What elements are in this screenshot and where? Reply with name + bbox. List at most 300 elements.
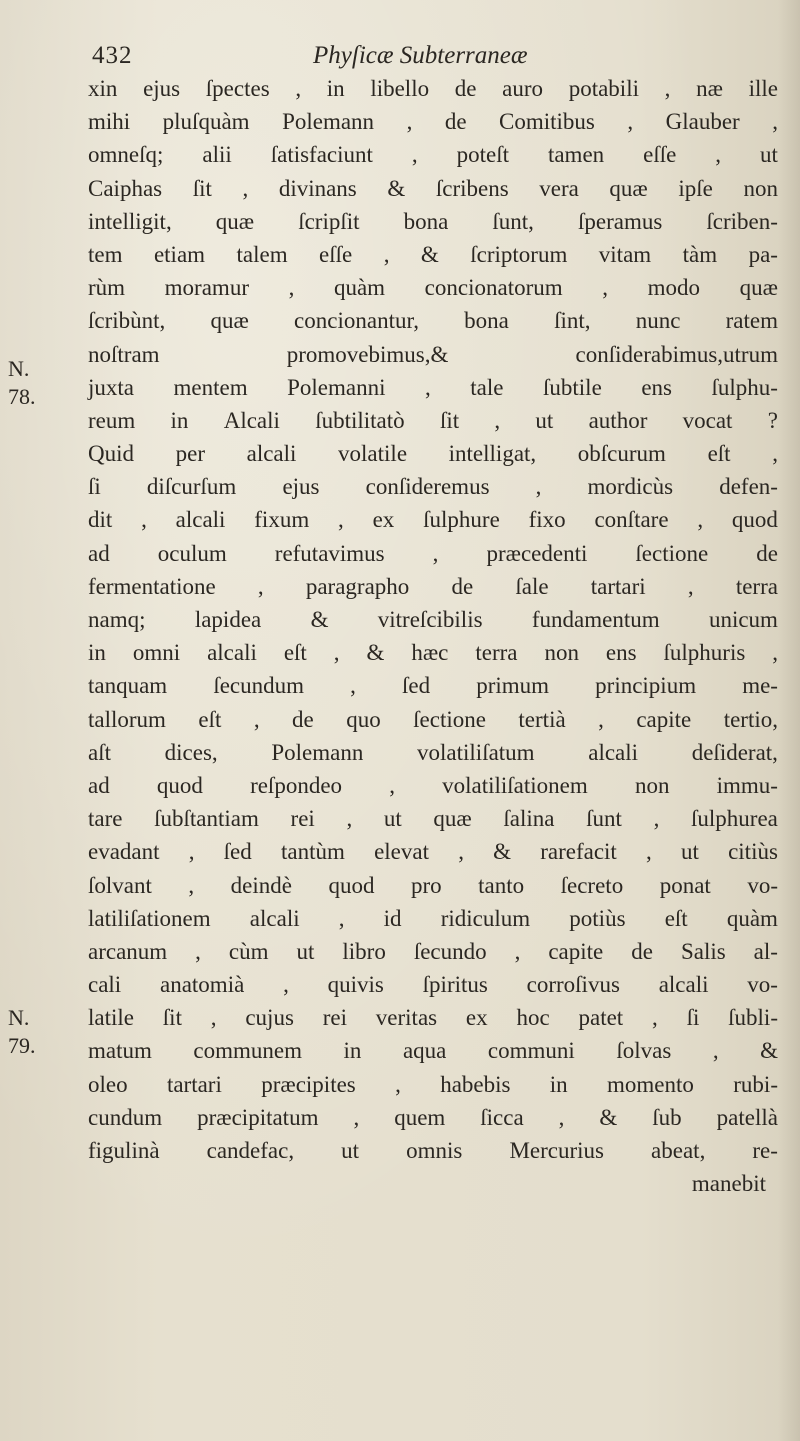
word: oleo	[88, 1071, 128, 1097]
word: quod	[156, 772, 203, 798]
page-header	[88, 30, 768, 70]
word: unicum	[708, 607, 778, 632]
word: deindè	[230, 872, 292, 898]
word: de	[631, 938, 653, 964]
word: ,	[646, 839, 652, 865]
text-line	[88, 371, 778, 404]
word: ſcribùnt,	[88, 308, 166, 334]
word: ejus	[282, 474, 320, 500]
word: ?	[767, 407, 778, 433]
word: mihi	[88, 109, 131, 135]
text-line	[88, 271, 778, 304]
word: in	[326, 76, 345, 101]
word: per	[175, 441, 205, 467]
word: re-	[752, 1138, 778, 1163]
word: quod	[328, 872, 375, 898]
word: non	[634, 772, 670, 798]
word: ,	[346, 806, 353, 832]
word: ſub	[652, 1104, 682, 1130]
word: &	[420, 241, 439, 267]
text-line	[88, 802, 778, 835]
word: id	[383, 905, 402, 931]
word: volatile	[338, 441, 408, 467]
word: non	[743, 175, 778, 201]
word: aſt	[88, 739, 111, 765]
word: de	[454, 76, 477, 101]
word: deſiderat,	[691, 739, 778, 765]
word: elevat	[374, 839, 429, 865]
text-line	[88, 105, 778, 138]
word: conſideremus	[365, 474, 490, 500]
word: ,	[283, 972, 289, 998]
text-line	[88, 1134, 778, 1167]
word: Comitibus	[499, 109, 595, 135]
word: ,	[338, 905, 345, 931]
word: vocat	[682, 407, 733, 433]
word: ſint,	[554, 308, 591, 334]
word: omneſq;	[88, 142, 164, 168]
word: de	[756, 540, 778, 566]
word: præcipitatum	[197, 1104, 319, 1130]
word: namq;	[88, 607, 146, 632]
word: ,	[697, 507, 704, 533]
word: vitam	[598, 241, 652, 267]
word: diſcurſum	[146, 474, 237, 500]
text-line	[88, 902, 778, 935]
word: pro	[410, 872, 442, 898]
word: ſectione	[413, 706, 486, 732]
word: &	[599, 1104, 618, 1130]
word: corroſivus	[526, 972, 620, 998]
word: concionatorum	[424, 275, 563, 301]
word: volatiliſationem	[442, 772, 588, 798]
word: hoc	[516, 1005, 550, 1031]
text-line	[88, 503, 778, 536]
word: ſunt,	[492, 208, 534, 234]
word: primum	[476, 673, 550, 699]
word: ens	[641, 374, 672, 400]
word: ex	[372, 507, 395, 533]
word: ridiculum	[440, 905, 531, 931]
word: in	[343, 1038, 362, 1064]
word: ,	[141, 507, 147, 533]
word: ſalina	[503, 806, 555, 832]
word: ex	[465, 1005, 488, 1031]
word: aqua	[402, 1038, 447, 1064]
word: fermentatione	[88, 573, 216, 599]
word: ,	[406, 109, 413, 135]
text-line	[88, 869, 778, 902]
word: ſolvant	[88, 872, 152, 898]
text-line	[88, 736, 778, 769]
word: ipſe	[678, 175, 713, 201]
word: ſubtilitatò	[315, 407, 405, 433]
word: ,	[514, 938, 521, 964]
margin-note-78	[8, 355, 36, 411]
word: ,	[333, 640, 340, 666]
word: veritas	[375, 1005, 438, 1031]
word: rei	[290, 806, 315, 832]
word: tartari	[166, 1071, 222, 1097]
word: ,	[195, 938, 201, 964]
word: ſulphu-	[711, 374, 778, 400]
text-line	[88, 935, 778, 968]
body-text	[88, 72, 778, 1200]
word: ſulphure	[423, 507, 500, 533]
text-line	[88, 437, 778, 470]
word: vitreſcibilis	[377, 607, 483, 632]
word: alcali	[588, 739, 639, 765]
word: momento	[607, 1071, 694, 1097]
word: ſunt	[586, 806, 622, 832]
word: rarefacit	[540, 839, 617, 865]
word: capite	[636, 706, 692, 732]
word: &	[310, 607, 329, 632]
text-line	[88, 669, 778, 702]
text-line	[88, 138, 778, 171]
word: immu-	[716, 772, 778, 798]
word: ſubſtantiam	[154, 806, 259, 832]
word: auro	[502, 76, 544, 101]
word: al-	[753, 938, 778, 964]
word: cujus	[245, 1005, 294, 1031]
word: ut	[341, 1138, 360, 1163]
word: figulinà	[88, 1138, 160, 1163]
text-line	[88, 603, 778, 636]
word: moramur	[164, 275, 249, 301]
word: patet	[578, 1005, 624, 1031]
text-line	[88, 205, 778, 238]
word: alcali	[246, 441, 297, 467]
word: defen-	[719, 474, 778, 500]
word: ſpectes	[205, 76, 270, 101]
word: ſit	[162, 1005, 182, 1031]
word: ,	[389, 772, 395, 798]
word: ſolvas	[616, 1038, 672, 1064]
word: capite	[548, 938, 604, 964]
word: ſperamus	[578, 208, 663, 234]
word: ſcripſit	[298, 208, 360, 234]
word: vera	[539, 175, 579, 201]
word: Polemann	[282, 109, 375, 135]
word: ,	[353, 1104, 360, 1130]
word: tantùm	[280, 839, 345, 865]
word: quàm	[333, 275, 386, 301]
text-line	[88, 1001, 778, 1034]
word: principium	[595, 673, 697, 699]
word: arcanum	[88, 938, 168, 964]
word: tertià	[518, 706, 566, 732]
word: concionantur,	[294, 308, 419, 334]
word: paragrapho	[305, 573, 410, 599]
word: ,	[652, 1005, 658, 1031]
word: Quid	[88, 441, 134, 467]
word: ut	[383, 806, 402, 832]
word: ſale	[515, 573, 549, 599]
word: mentem	[173, 374, 248, 400]
word: &	[366, 640, 385, 666]
word: ,	[598, 706, 604, 732]
word: alcali	[207, 640, 257, 666]
word: me-	[742, 673, 778, 699]
word: rùm	[88, 275, 126, 301]
word: ,	[432, 540, 439, 566]
word: cali	[88, 972, 122, 998]
word: de	[444, 109, 467, 135]
word: quod	[731, 507, 778, 533]
text-line	[88, 835, 778, 868]
word: omnis	[406, 1138, 463, 1163]
word: &	[387, 175, 406, 201]
word: fixo	[528, 507, 566, 533]
word: vo-	[747, 872, 778, 898]
word: matum	[88, 1038, 152, 1064]
word: ,	[411, 142, 418, 168]
word: alcali	[249, 905, 300, 931]
word: ſectione	[635, 540, 709, 566]
word: tem	[88, 241, 123, 267]
word: tanto	[478, 872, 525, 898]
word: ,	[664, 76, 671, 101]
word: ſi	[88, 474, 101, 500]
word: Glauber	[665, 109, 740, 135]
word: tale	[470, 374, 504, 400]
text-line	[88, 338, 778, 371]
word: bona	[464, 308, 509, 334]
word: ſi	[686, 1005, 700, 1031]
text-line	[88, 570, 778, 603]
running-head: Phyſicæ Subterraneæ	[313, 42, 528, 69]
word: juxta	[88, 374, 134, 400]
margin-note-79	[8, 1004, 36, 1060]
word: intelligit,	[88, 208, 172, 234]
word: libro	[342, 938, 386, 964]
word: conſiderabimus,utrum	[575, 341, 778, 367]
word: ut	[760, 142, 778, 168]
word: in	[170, 407, 189, 433]
text-line	[88, 172, 778, 205]
margin-note-number: 79.	[8, 1033, 36, 1058]
word: Polemann	[271, 739, 364, 765]
word: ille	[748, 76, 778, 101]
word: de	[292, 706, 314, 732]
margin-note-label: N.	[8, 356, 30, 381]
word: hæc	[411, 640, 449, 666]
word: talem	[236, 241, 288, 267]
word: quæ	[433, 806, 472, 832]
word: eſt	[707, 441, 731, 467]
word: quivis	[327, 972, 384, 998]
word: ſcribens	[435, 175, 509, 201]
word: ſed	[401, 673, 431, 699]
word: ,	[242, 175, 249, 201]
word: candefac,	[206, 1138, 295, 1163]
word: fixum	[254, 507, 310, 533]
word: potabili	[568, 76, 639, 101]
word: terra	[475, 640, 518, 666]
word: non	[544, 640, 579, 666]
word: tallorum	[88, 706, 166, 732]
word: nunc	[635, 308, 681, 334]
word: alii	[202, 142, 232, 168]
word: eſt	[283, 640, 307, 666]
word: dit	[88, 507, 113, 533]
word: eſt	[198, 706, 222, 732]
word: divinans	[278, 175, 357, 201]
word: ſcriben-	[706, 208, 778, 234]
word: de	[451, 573, 474, 599]
word: noſtram	[88, 341, 160, 367]
text-line	[88, 404, 778, 437]
word: Caiphas	[88, 175, 163, 201]
text-line	[88, 968, 778, 1001]
word: ſcriptorum	[470, 241, 568, 267]
word: eſſe	[319, 241, 353, 267]
word: ens	[605, 640, 637, 666]
word: ,	[772, 640, 778, 666]
word: ,	[772, 441, 778, 467]
word: author	[588, 407, 648, 433]
word: ,	[188, 872, 195, 898]
word: ,	[350, 673, 356, 699]
word: &	[760, 1038, 778, 1064]
word: in	[549, 1071, 568, 1097]
word: latiliſationem	[88, 905, 211, 931]
word: ut	[296, 938, 315, 964]
word: habebis	[440, 1071, 511, 1097]
word: tertio,	[723, 706, 778, 732]
word: libello	[370, 76, 430, 101]
word: terra	[735, 573, 778, 599]
word: tartari	[590, 573, 646, 599]
word: ,	[772, 109, 778, 135]
word: præcipites	[261, 1071, 356, 1097]
word: pluſquàm	[162, 109, 250, 135]
word: evadant	[88, 839, 160, 865]
word: ſecundum	[213, 673, 305, 699]
word: ,	[425, 374, 431, 400]
word: quæ	[215, 208, 255, 234]
word: rubi-	[733, 1071, 778, 1097]
word: quæ	[210, 308, 249, 334]
word: lapidea	[194, 607, 262, 632]
word: tàm	[682, 241, 718, 267]
word: ,	[494, 407, 501, 433]
margin-note-number: 78.	[8, 384, 36, 409]
word: intelligat,	[448, 441, 537, 467]
word: latile	[88, 1005, 134, 1031]
word: promovebimus,&	[286, 341, 449, 367]
word: abeat,	[651, 1138, 706, 1163]
word: dices,	[164, 739, 218, 765]
word: modo	[647, 275, 700, 301]
word: ſicca	[480, 1104, 524, 1130]
word: ,	[395, 1071, 401, 1097]
word: omni	[132, 640, 181, 666]
word: mordicùs	[587, 474, 674, 500]
page-edge-shadow	[778, 0, 800, 1441]
word: ,	[253, 706, 260, 732]
word: in	[88, 640, 106, 666]
word: reſpondeo	[250, 772, 343, 798]
word: pa-	[748, 241, 778, 267]
word: eſſe	[643, 142, 677, 168]
word: ,	[627, 109, 634, 135]
word: obſcurum	[577, 441, 666, 467]
word: ſatisfaciunt	[270, 142, 373, 168]
word: patellà	[716, 1104, 778, 1130]
text-line	[88, 72, 778, 105]
text-line	[88, 537, 778, 570]
margin-note-label: N.	[8, 1005, 30, 1030]
word: ſubli-	[728, 1005, 778, 1031]
word: &	[493, 839, 512, 865]
word: ,	[602, 275, 608, 301]
word: ejus	[143, 76, 181, 101]
word: tare	[88, 806, 123, 832]
text-line	[88, 703, 778, 736]
word: ,	[383, 241, 390, 267]
page-number: 432	[92, 42, 133, 69]
word: Polemanni	[287, 374, 386, 400]
text-line	[88, 304, 778, 337]
word: ,	[558, 1104, 565, 1130]
word: xin	[88, 76, 118, 101]
word: quo	[346, 706, 381, 732]
word: rei	[322, 1005, 347, 1031]
word: poteſt	[456, 142, 509, 168]
word: cundum	[88, 1104, 163, 1130]
word: tanquam	[88, 673, 168, 699]
word: reum	[88, 407, 136, 433]
word: communi	[487, 1038, 575, 1064]
word: ,	[288, 275, 295, 301]
word: Mercurius	[509, 1138, 604, 1163]
word: ,	[338, 507, 344, 533]
word: ad	[88, 772, 110, 798]
word: ſit	[192, 175, 212, 201]
catchword: manebit	[691, 1171, 766, 1197]
word: ſulphurea	[691, 806, 778, 832]
word: ratem	[725, 308, 778, 334]
word: præcedenti	[486, 540, 588, 566]
word: citiùs	[728, 839, 778, 865]
word: ſpiritus	[422, 972, 488, 998]
word: Alcali	[223, 407, 280, 433]
word: ,	[295, 76, 302, 101]
word: communem	[193, 1038, 303, 1064]
word: tamen	[547, 142, 605, 168]
word: ,	[535, 474, 542, 500]
text-line	[88, 636, 778, 669]
word: conſtare	[594, 507, 669, 533]
text-line	[88, 1034, 778, 1067]
word: ,	[458, 839, 464, 865]
text-line	[88, 769, 778, 802]
word: ut	[680, 839, 699, 865]
word: ponat	[659, 872, 711, 898]
word: ſit	[439, 407, 460, 433]
word: anatomià	[160, 972, 245, 998]
word: etiam	[153, 241, 206, 267]
word: quæ	[739, 275, 778, 301]
word: ,	[210, 1005, 217, 1031]
word: ſecreto	[560, 872, 624, 898]
word: oculum	[157, 540, 227, 566]
word: ,	[687, 573, 694, 599]
word: ,	[257, 573, 264, 599]
text-line	[88, 1068, 778, 1101]
